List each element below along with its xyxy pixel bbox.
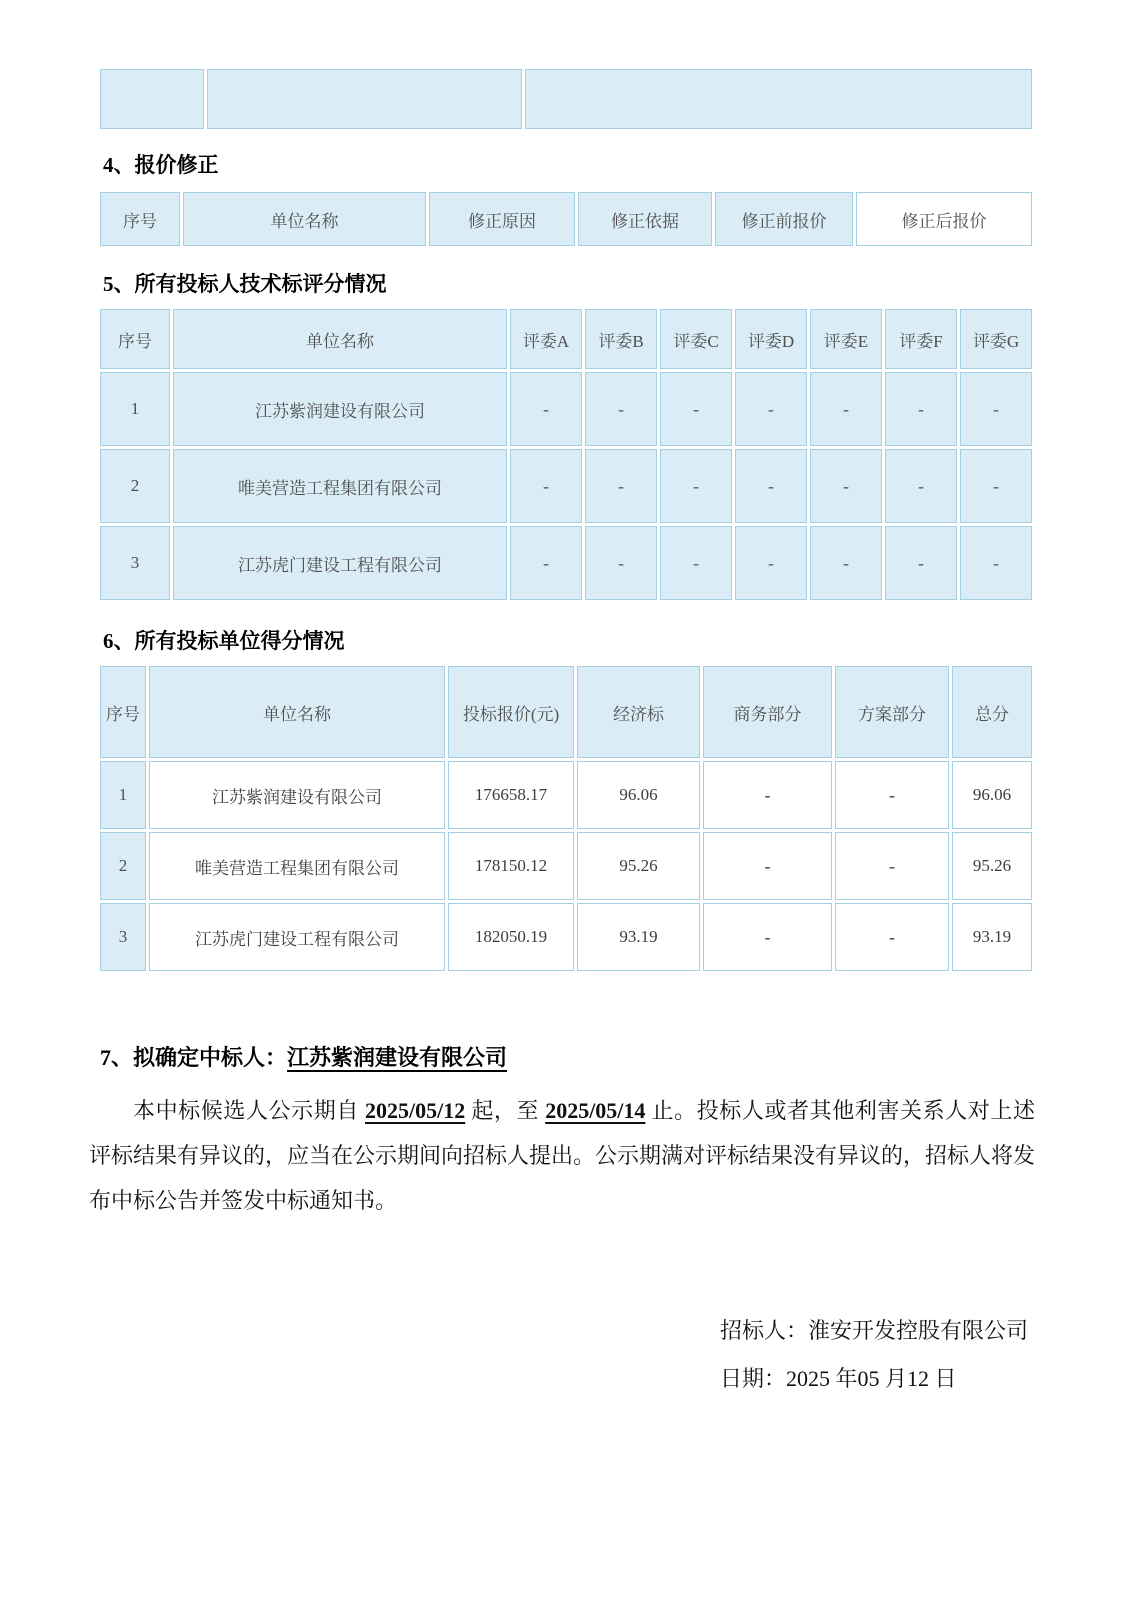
business-score-cell: - [703, 761, 832, 829]
table-header-row [100, 192, 1032, 246]
score-cell: - [810, 526, 882, 600]
score-cell: - [510, 372, 582, 446]
score-cell: - [510, 449, 582, 523]
column-header: 序号 [100, 192, 180, 246]
table-row [100, 372, 1032, 446]
score-cell: - [510, 526, 582, 600]
price-correction-table [97, 189, 1035, 249]
total-score-table [97, 663, 1035, 974]
table-cell [525, 69, 1032, 129]
table-header-row [100, 309, 1032, 369]
company-name-cell: 唯美营造工程集团有限公司 [173, 449, 507, 523]
signature-block [720, 1307, 1131, 1403]
column-header: 评委E [810, 309, 882, 369]
winner-name: 江苏紫润建设有限公司 [287, 1045, 508, 1070]
row-number-cell: 2 [100, 449, 170, 523]
economic-score-cell: 96.06 [577, 761, 700, 829]
total-score-cell: 93.19 [952, 903, 1032, 971]
row-number-cell: 2 [100, 832, 146, 900]
carryover-table [97, 66, 1035, 132]
plan-score-cell: - [835, 903, 949, 971]
table-row [100, 761, 1032, 829]
company-name-cell: 江苏紫润建设有限公司 [173, 372, 507, 446]
top-margin [0, 0, 1131, 66]
business-score-cell: - [703, 903, 832, 971]
notice-text: 止。投标人或者其他利害关系人对上述评标结果有异议的，应当在公示期间向招标人提出。公示期满对评标结果没有异议的，招标人将发布中标公告并签发中标通知书。 [89, 1098, 1036, 1213]
notice-text: 本中标候选人公示期自 [133, 1098, 365, 1123]
score-cell: - [810, 449, 882, 523]
row-number-cell: 1 [100, 761, 146, 829]
score-cell: - [885, 372, 957, 446]
column-header: 评委A [510, 309, 582, 369]
total-score-cell: 95.26 [952, 832, 1032, 900]
column-header: 单位名称 [149, 666, 445, 758]
row-number-cell: 3 [100, 903, 146, 971]
table-row [100, 832, 1032, 900]
score-cell: - [585, 372, 657, 446]
bid-price-cell: 176658.17 [448, 761, 574, 829]
technical-score-table [97, 306, 1035, 603]
plan-score-cell: - [835, 761, 949, 829]
table-row [100, 526, 1032, 600]
score-cell: - [885, 526, 957, 600]
public-notice-paragraph [89, 1088, 1035, 1223]
column-header: 修正后报价 [856, 192, 1032, 246]
column-header: 投标报价(元) [448, 666, 574, 758]
notice-text: 起，至 [465, 1098, 546, 1123]
score-cell: - [810, 372, 882, 446]
business-score-cell: - [703, 832, 832, 900]
economic-score-cell: 93.19 [577, 903, 700, 971]
section7-title [100, 1044, 1131, 1072]
column-header: 修正原因 [429, 192, 575, 246]
column-header: 评委B [585, 309, 657, 369]
bid-price-cell: 182050.19 [448, 903, 574, 971]
table-cell [207, 69, 522, 129]
score-cell: - [660, 372, 732, 446]
company-name-cell: 江苏虎门建设工程有限公司 [149, 903, 445, 971]
notice-end-date: 2025/05/14 [545, 1098, 646, 1123]
table-header-row [100, 666, 1032, 758]
score-cell: - [960, 526, 1032, 600]
score-cell: - [660, 526, 732, 600]
section5-title: 5、所有投标人技术标评分情况 [103, 272, 387, 296]
column-header: 评委G [960, 309, 1032, 369]
table-row [100, 903, 1032, 971]
tenderer-line: 招标人：淮安开发控股有限公司 [720, 1318, 1029, 1343]
column-header: 单位名称 [183, 192, 426, 246]
score-cell: - [735, 372, 807, 446]
column-header: 方案部分 [835, 666, 949, 758]
score-cell: - [735, 526, 807, 600]
score-cell: - [735, 449, 807, 523]
column-header: 序号 [100, 309, 170, 369]
column-header: 修正前报价 [715, 192, 853, 246]
column-header: 经济标 [577, 666, 700, 758]
plan-score-cell: - [835, 832, 949, 900]
table-row [100, 69, 1032, 129]
company-name-cell: 江苏虎门建设工程有限公司 [173, 526, 507, 600]
score-cell: - [585, 449, 657, 523]
table-row [100, 449, 1032, 523]
score-cell: - [585, 526, 657, 600]
section4-title: 4、报价修正 [103, 153, 219, 177]
column-header: 商务部分 [703, 666, 832, 758]
column-header: 总分 [952, 666, 1032, 758]
column-header: 序号 [100, 666, 146, 758]
row-number-cell: 1 [100, 372, 170, 446]
total-score-cell: 96.06 [952, 761, 1032, 829]
notice-start-date: 2025/05/12 [365, 1098, 466, 1123]
company-name-cell: 江苏紫润建设有限公司 [149, 761, 445, 829]
economic-score-cell: 95.26 [577, 832, 700, 900]
score-cell: - [960, 372, 1032, 446]
table-cell [100, 69, 204, 129]
company-name-cell: 唯美营造工程集团有限公司 [149, 832, 445, 900]
column-header: 修正依据 [578, 192, 712, 246]
column-header: 评委C [660, 309, 732, 369]
winner-label: 7、拟确定中标人： [100, 1045, 288, 1070]
bid-price-cell: 178150.12 [448, 832, 574, 900]
column-header: 单位名称 [173, 309, 507, 369]
date-line: 日期：2025 年05 月12 日 [720, 1366, 957, 1391]
row-number-cell: 3 [100, 526, 170, 600]
column-header: 评委D [735, 309, 807, 369]
score-cell: - [885, 449, 957, 523]
section6-title: 6、所有投标单位得分情况 [103, 629, 345, 653]
score-cell: - [960, 449, 1032, 523]
score-cell: - [660, 449, 732, 523]
column-header: 评委F [885, 309, 957, 369]
